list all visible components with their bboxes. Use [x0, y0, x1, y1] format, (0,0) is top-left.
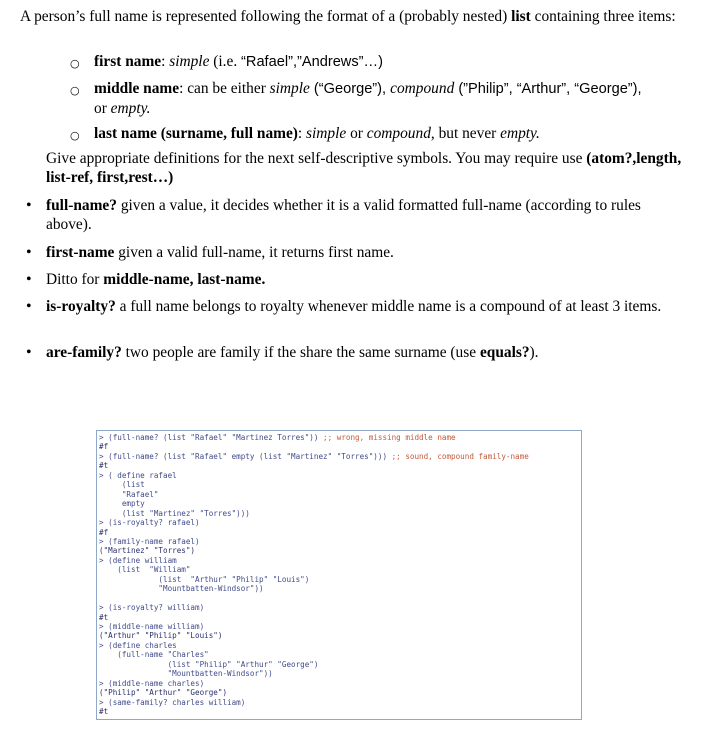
console-line [99, 537, 200, 546]
item-desc: empty. [110, 100, 151, 117]
console-line [99, 461, 108, 470]
bullet-text [46, 297, 676, 316]
bullet-keyword: full-name? [46, 197, 117, 214]
console-code: > (define charles [99, 640, 177, 650]
console-line [99, 575, 309, 584]
intro-paragraph [20, 7, 690, 26]
item-desc: compound [366, 125, 431, 142]
console-line [99, 650, 209, 659]
console-line [99, 518, 200, 527]
console-code: #t [99, 612, 109, 622]
bullet-dot-icon: • [26, 298, 32, 315]
console-line [99, 660, 318, 669]
console-code: "Mountbatten-Windsor")) [99, 584, 264, 594]
console-code: "Mountbatten-Windsor")) [99, 669, 273, 679]
console-code: ("Martinez" "Torres") [99, 546, 196, 556]
console-line [99, 669, 273, 678]
console-line [99, 509, 250, 518]
console-line [99, 622, 204, 631]
console-line [99, 433, 456, 442]
console-code: (list "Arthur" "Philip" "Louis") [99, 574, 310, 584]
sub-item-text [94, 124, 694, 143]
item-sep: : can be either [179, 80, 270, 97]
item-desc: simple [306, 125, 347, 142]
item-label: middle name [94, 80, 180, 97]
console-line [99, 584, 264, 593]
intro-list-keyword: list [511, 8, 531, 25]
console-code: > (define william [99, 555, 177, 565]
bullet-keyword: middle-name, last-name. [103, 271, 266, 288]
console-comment: ;; wrong, missing middle name [323, 433, 456, 442]
console-code: > (family-name rafael) [99, 536, 200, 546]
item-sep: : [297, 125, 307, 142]
console-code: > ( define rafael [99, 470, 177, 480]
console-code: (list "Martinez" "Torres"))) [99, 508, 250, 518]
bullet-desc: given a valid full-name, it returns first name. [114, 244, 394, 261]
bullet-text [46, 343, 676, 362]
item-text: or [94, 100, 111, 117]
console-line [99, 471, 177, 480]
console-code: empty [99, 499, 145, 509]
console-comment: ;; sound, compound family-name [391, 451, 529, 461]
circle-bullet-icon: ○ [70, 57, 80, 70]
console-line [99, 556, 177, 565]
console-line [99, 707, 108, 716]
item-sep: : [161, 53, 170, 70]
bullet-text [46, 243, 676, 262]
item-label: first name [94, 53, 162, 70]
item-example: (”Philip”, “Arthur”, “George”), [454, 81, 642, 97]
circle-bullet-icon: ○ [70, 129, 80, 142]
console-code: > (middle-name charles) [99, 678, 205, 688]
bullet-dot-icon: • [26, 344, 32, 361]
console-code: #t [99, 461, 109, 471]
item-desc: compound [390, 80, 455, 97]
circle-bullet-icon: ○ [70, 84, 80, 97]
bullet-dot-icon: • [26, 244, 32, 261]
item-text: , but never [430, 125, 501, 142]
item-desc-text: (i.e. [209, 53, 242, 70]
console-line [99, 546, 195, 555]
item-desc: simple [169, 53, 210, 70]
bullet-keyword: is-royalty? [46, 298, 116, 315]
console-line [99, 565, 190, 574]
instructions-functions: (atom?,length, list-ref, first,rest…) [46, 150, 682, 186]
console-code: > (middle-name william) [99, 622, 205, 631]
console-code: #t [99, 707, 109, 717]
console-code: (list "William" [99, 565, 191, 575]
bullet-keyword: first-name [46, 244, 115, 261]
console-line [99, 480, 145, 489]
item-text: or [346, 125, 367, 142]
console-line [99, 698, 245, 707]
item-example: (“George”), [309, 81, 391, 97]
bullet-desc: Ditto for [46, 271, 104, 288]
sub-item-text [94, 52, 694, 72]
item-example: “Rafael”,”Andrews”…) [241, 54, 383, 70]
console-code: > (same-family? charles william) [99, 697, 246, 707]
console-code: > (is-royalty? rafael) [99, 518, 200, 528]
console-code: > (full-name? (list "Rafael" "Martinez Torres")) [99, 433, 324, 442]
console-line [99, 452, 529, 461]
instructions-paragraph [46, 149, 686, 187]
console-line [99, 499, 145, 508]
bullet-desc: two people are family if the share the same surname (use [121, 344, 480, 361]
console-code: ("Arthur" "Philip" "Louis") [99, 631, 223, 641]
console-code: "Rafael" [99, 489, 159, 499]
console-line [99, 631, 222, 640]
console-code: #f [99, 442, 109, 452]
bullet-keyword: are-family? [46, 344, 122, 361]
bullet-dot-icon: • [26, 271, 32, 288]
console-code: > (full-name? (list "Rafael" empty (list "Martinez" "Torres"))) [99, 451, 392, 461]
console-code: (list [99, 480, 145, 490]
console-line [99, 603, 204, 612]
console-line [99, 688, 227, 697]
console-line [99, 490, 158, 499]
racket-console-screenshot [96, 430, 582, 720]
item-label: last name (surname, full name) [94, 125, 298, 142]
bullet-desc: ). [529, 344, 539, 361]
console-line [99, 679, 204, 688]
item-desc: simple [269, 80, 310, 97]
console-code: > (is-royalty? william) [99, 603, 205, 613]
console-code: ("Philip" "Arthur" "George") [99, 688, 228, 698]
bullet-dot-icon: • [26, 197, 32, 214]
console-line [99, 528, 108, 537]
bullet-desc: given a value, it decides whether it is a valid formatted full-name (according to rules above). [46, 197, 641, 233]
console-line [99, 641, 177, 650]
console-line [99, 442, 108, 451]
intro-text-end: containing three items: [530, 8, 676, 25]
bullet-text [46, 196, 676, 234]
console-code: (full-name "Charles" [99, 650, 209, 660]
sub-item-text [94, 79, 694, 118]
console-code: #f [99, 527, 109, 537]
bullet-keyword: equals? [479, 344, 530, 361]
item-desc: empty. [500, 125, 540, 142]
instructions-text: Give appropriate definitions for the next self-descriptive symbols. You may require use [46, 150, 587, 167]
console-line [99, 613, 108, 622]
intro-text: A person’s full name is represented following the format of a (probably nested) [20, 8, 512, 25]
bullet-desc: a full name belongs to royalty whenever middle name is a compound of at least 3 items. [115, 298, 662, 315]
bullet-text [46, 270, 676, 289]
console-code: (list "Philip" "Arthur" "George") [99, 659, 319, 669]
